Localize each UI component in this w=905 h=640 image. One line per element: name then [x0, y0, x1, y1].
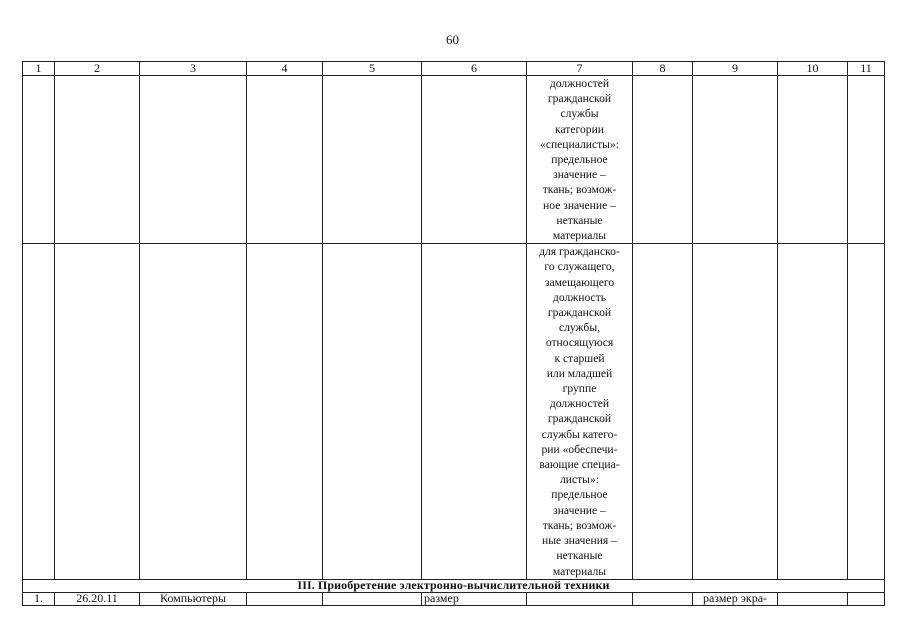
- table-cell: [778, 244, 848, 579]
- section-title: III. Приобретение электронно-вычислительной техники: [23, 579, 885, 592]
- table-cell: [323, 244, 422, 579]
- table-cell: [848, 76, 885, 244]
- column-number: 6: [422, 62, 527, 76]
- table-cell: [23, 76, 55, 244]
- table-cell: [633, 244, 693, 579]
- okpd-code-cell: 26.20.11: [55, 592, 140, 605]
- table-row: [23, 592, 885, 605]
- characteristic-value-cell: должностей гражданской службы категории «специалисты»: предельное значение – ткань; возмож- ное значение – нетканые материалы: [527, 76, 633, 244]
- item-name-cell: Компьютеры: [140, 592, 247, 605]
- column-number: 9: [693, 62, 778, 76]
- table-cell: [527, 592, 633, 605]
- table-cell: [247, 592, 323, 605]
- table-cell: [633, 592, 693, 605]
- table-cell: [55, 244, 140, 579]
- table-cell: [323, 592, 422, 605]
- item-number-cell: 1.: [23, 592, 55, 605]
- page-number: 60: [446, 32, 459, 47]
- column-number: 1: [23, 62, 55, 76]
- column-number: 2: [55, 62, 140, 76]
- column-number: 5: [323, 62, 422, 76]
- table-cell: [247, 76, 323, 244]
- table-cell: [693, 244, 778, 579]
- table-cell: [422, 244, 527, 579]
- column-number-row: [23, 62, 885, 76]
- column-number: 7: [527, 62, 633, 76]
- requirements-table: [22, 61, 885, 606]
- section-header-row: [23, 579, 885, 592]
- table-cell: [140, 244, 247, 579]
- column-number: 3: [140, 62, 247, 76]
- table-cell: [140, 76, 247, 244]
- table-cell: [848, 592, 885, 605]
- column-number: 10: [778, 62, 848, 76]
- table-cell: [247, 244, 323, 579]
- table-row: [23, 76, 885, 244]
- table-cell: [848, 244, 885, 579]
- table-cell: [55, 76, 140, 244]
- table-cell: [693, 76, 778, 244]
- table-cell: [323, 76, 422, 244]
- column-number: 11: [848, 62, 885, 76]
- table-cell: [778, 592, 848, 605]
- characteristic-cell: размер экра-: [693, 592, 778, 605]
- table-cell: [633, 76, 693, 244]
- column-number: 8: [633, 62, 693, 76]
- table-cell: [23, 244, 55, 579]
- table-row: [23, 244, 885, 579]
- characteristic-cell: размер: [422, 592, 527, 605]
- characteristic-value-cell: для гражданско- го служащего, замещающего должность гражданской службы, относящуюся к старшей или младшей группе должностей гражданской службы катего- рии «обеспечи- вающие специа- листы»: предельное значение – ткань; возмож- ные значения – нетканые материалы: [527, 244, 633, 579]
- table-cell: [778, 76, 848, 244]
- column-number: 4: [247, 62, 323, 76]
- table-cell: [422, 76, 527, 244]
